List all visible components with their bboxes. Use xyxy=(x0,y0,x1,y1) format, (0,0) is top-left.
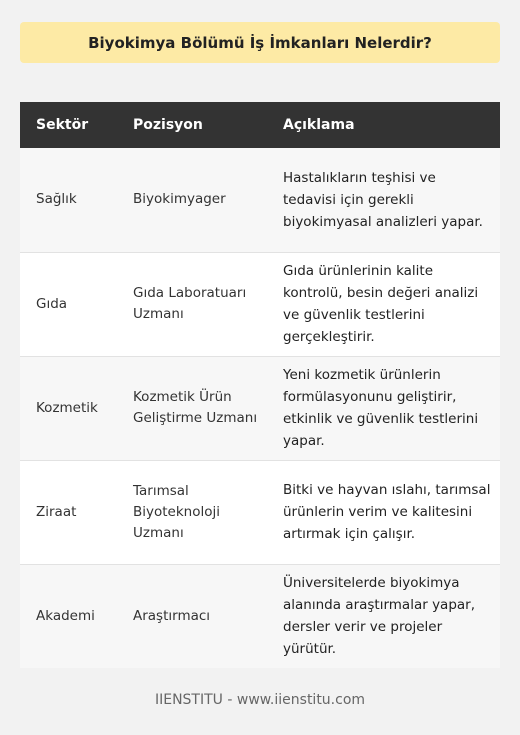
cell-position: Kozmetik Ürün Geliştirme Uzmanı xyxy=(117,356,267,460)
table-row xyxy=(20,356,500,460)
cell-position: Araştırmacı xyxy=(117,564,267,668)
table-row xyxy=(20,148,500,252)
table-header-row xyxy=(20,102,500,148)
cell-position: Biyokimyager xyxy=(117,148,267,252)
cell-description: Gıda ürünlerinin kalite kontrolü, besin değeri analizi ve güvenlik testlerini gerçekleştirir. xyxy=(267,252,500,356)
table-row xyxy=(20,460,500,564)
cell-position: Gıda Laboratuarı Uzmanı xyxy=(117,252,267,356)
cell-sector: Kozmetik xyxy=(20,356,117,460)
cell-description: Hastalıkların teşhisi ve tedavisi için gerekli biyokimyasal analizleri yapar. xyxy=(267,148,500,252)
table-row xyxy=(20,564,500,668)
cell-description: Üniversitelerde biyokimya alanında araştırmalar yapar, dersler verir ve projeler yürütür. xyxy=(267,564,500,668)
career-table xyxy=(20,102,500,668)
header-description: Açıklama xyxy=(267,102,500,148)
table-row xyxy=(20,252,500,356)
cell-position: Tarımsal Biyoteknoloji Uzmanı xyxy=(117,460,267,564)
header-sector: Sektör xyxy=(20,102,117,148)
header-position: Pozisyon xyxy=(117,102,267,148)
cell-sector: Ziraat xyxy=(20,460,117,564)
footer-credit: IIENSTITU - www.iienstitu.com xyxy=(154,692,366,708)
cell-sector: Sağlık xyxy=(20,148,117,252)
cell-description: Yeni kozmetik ürünlerin formülasyonunu geliştirir, etkinlik ve güvenlik testlerini yapar. xyxy=(267,356,500,460)
page-title: Biyokimya Bölümü İş İmkanları Nelerdir? xyxy=(20,22,500,63)
cell-sector: Gıda xyxy=(20,252,117,356)
cell-description: Bitki ve hayvan ıslahı, tarımsal ürünlerin verim ve kalitesini artırmak için çalışır. xyxy=(267,460,500,564)
cell-sector: Akademi xyxy=(20,564,117,668)
